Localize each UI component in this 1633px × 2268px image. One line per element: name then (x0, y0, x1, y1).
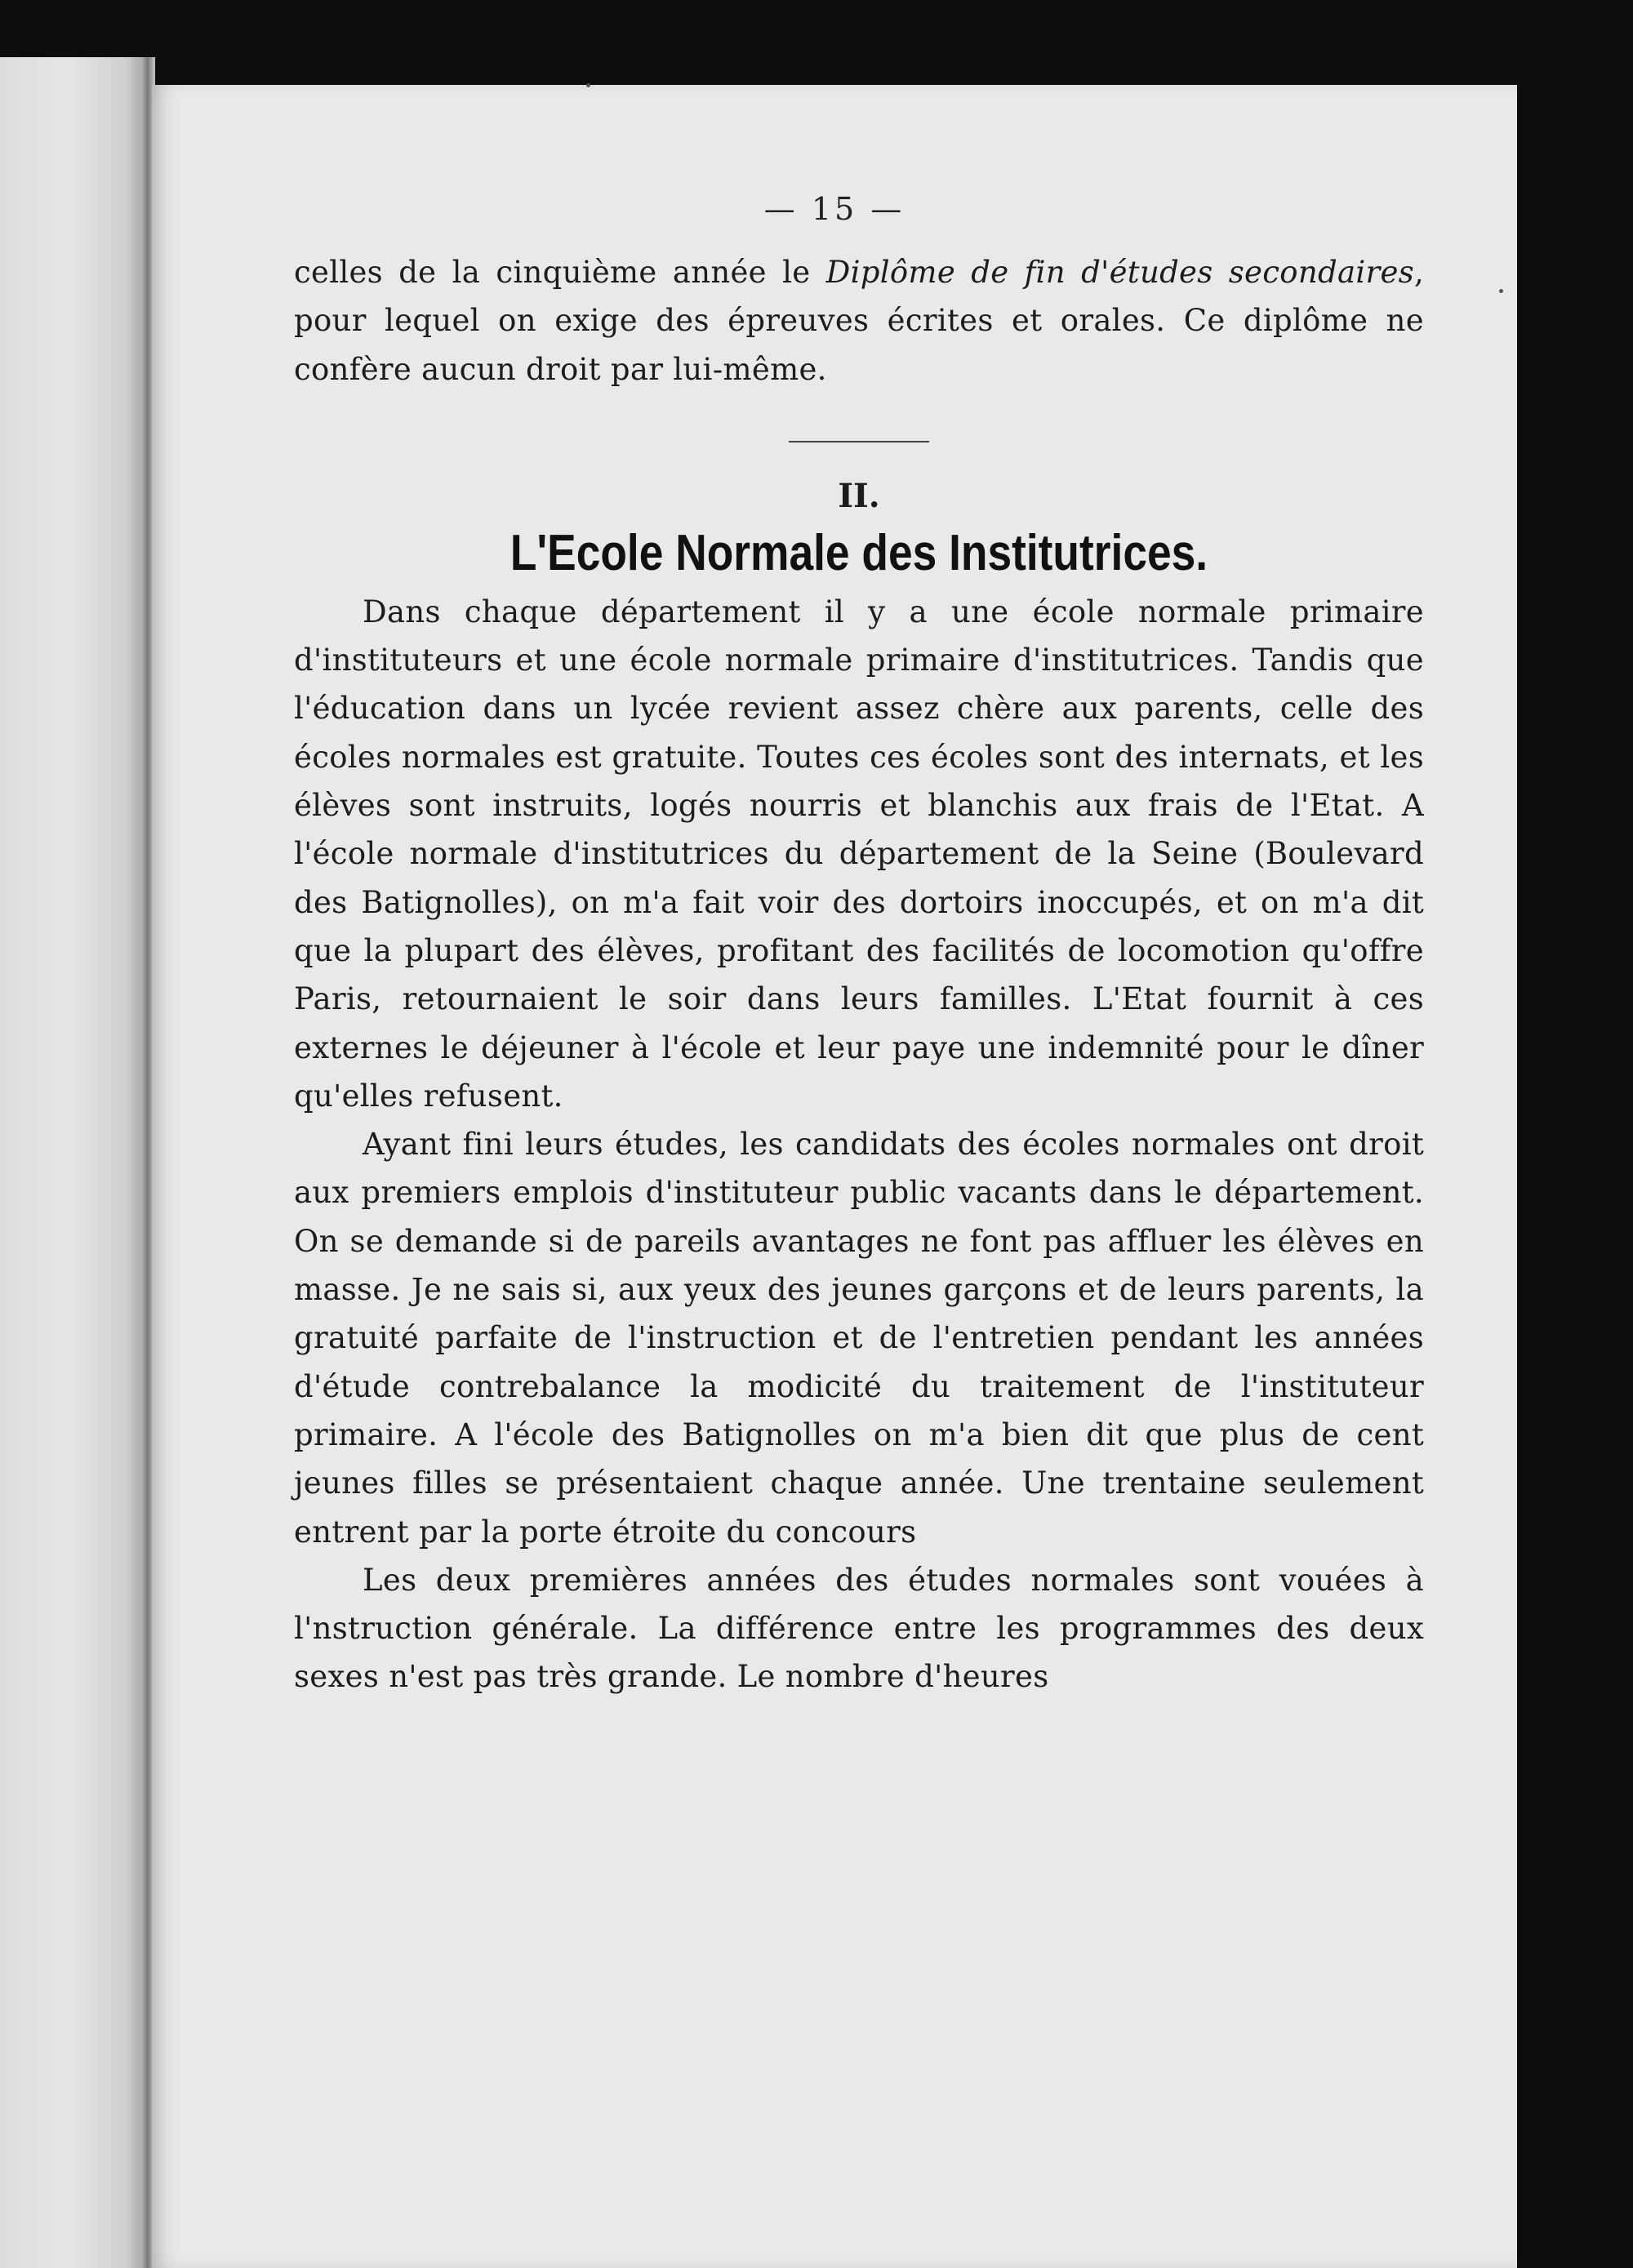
intro-rest: , pour lequel on exige des épreuves écrites et orales. Ce diplôme ne confère aucun droit par lui-même. (294, 255, 1424, 387)
body-paragraph: Ayant fini leurs études, les candidats des écoles normales ont droit aux premiers emplois d'instituteur public vacants dans le département. On se demande si de pareils avantages ne font pas affluer les élèves en masse. Je ne sais si, aux yeux des jeunes garçons et de leurs parents, la gratuité parfaite de l'instruction et de l'entretien pendant les années d'étude contrebalance la modicité du traitement de l'instituteur primaire. A l'école des Batignolles on m'a bien dit que plus de cent jeunes filles se présentaient chaque année. Une trentaine seulement entrent par la porte étroite du concours (294, 1127, 1424, 1550)
previous-page-edge (0, 57, 149, 2268)
diploma-title: Diplôme de fin d'études secondaires (825, 255, 1414, 290)
intro-lead: celles de la cinquième année le (294, 255, 826, 290)
book-page (152, 85, 1517, 2268)
section-divider (789, 441, 929, 442)
page-content (294, 248, 1424, 1701)
section-title: L'Ecole Normale des Institutrices. (509, 524, 1208, 581)
scan-speck (1499, 289, 1503, 293)
body-paragraph: Dans chaque département il y a une école normale primaire d'instituteurs et une école normale primaire d'institutrices. Tandis que l'éducation dans un lycée revient assez chère aux parents, celle des écoles normales est gratuite. Toutes ces écoles sont des internats, et les élèves sont instruits, logés nourris et blanchis aux frais de l'Etat. A l'école normale d'institutrices du département de la Seine (Boulevard des Batignolles), on m'a fait voir des dortoirs inoccupés, et on m'a dit que la plupart des élèves, profitant des facilités de locomotion qu'offre Paris, retournaient le soir dans leurs familles. L'Etat fournit à ces externes le déjeuner à l'école et leur paye une indemnité pour le dîner qu'elles refusent. (294, 594, 1424, 1114)
intro-paragraph (294, 248, 1424, 394)
page-number: — 15 — (763, 191, 905, 227)
section-number: II. (838, 476, 880, 515)
body-paragraph: Les deux premières années des études normales sont vouées à l'nstruction générale. La différence entre les programmes des deux sexes n'est pas très grande. Le nombre d'heures (294, 1562, 1424, 1695)
scan-speck (586, 83, 590, 87)
